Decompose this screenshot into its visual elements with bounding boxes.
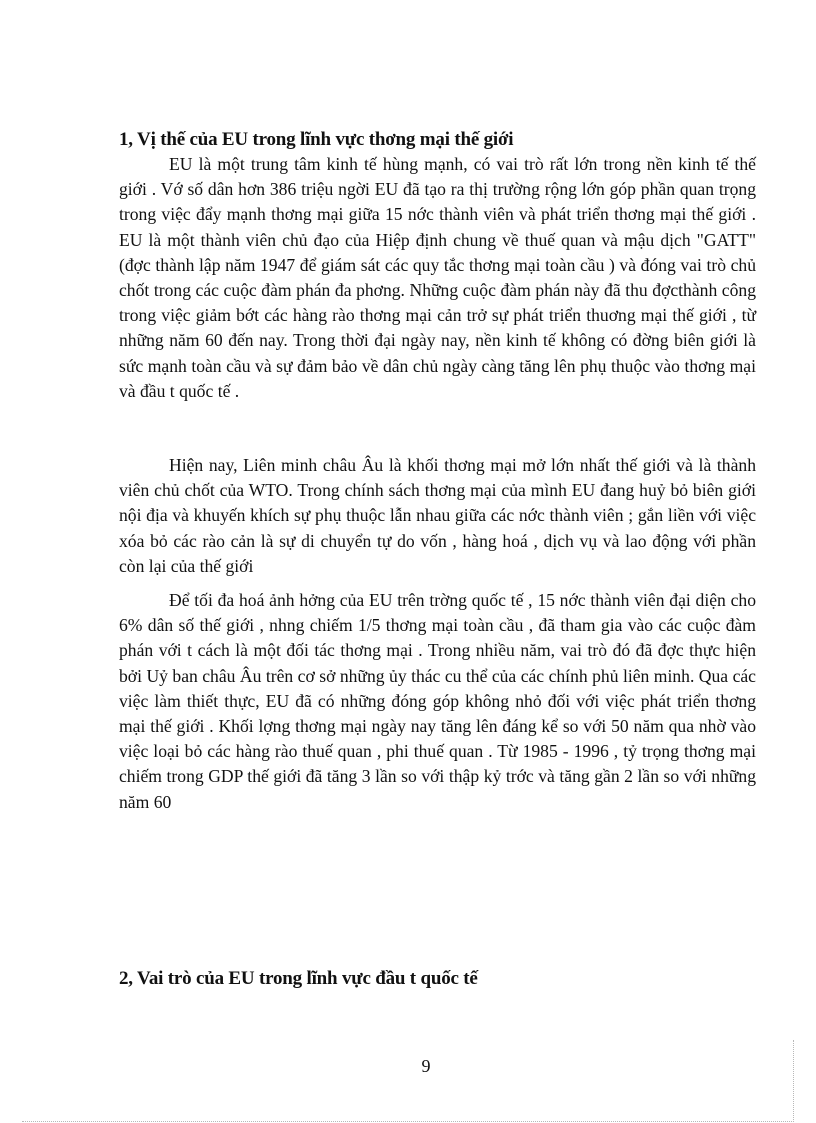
- paragraph-2: Hiện nay, Liên minh châu Âu là khối thơng mại mở lớn nhất thế giới và là thành viên chủ chốt của WTO. Trong chính sách thơng mại của mình EU đang huỷ bỏ biên giới nội địa và khuyến khích sự phụ thuộc lẫn nhau giữa các nớc thành viên ; gắn liền với việc xóa bỏ các rào cản là sự di chuyển tự do vốn , hàng hoá , dịch vụ và lao động với phần còn lại của thế giới: [119, 455, 756, 576]
- paragraph-3: Để tối đa hoá ảnh hởng của EU trên trờng quốc tế , 15 nớc thành viên đại diện cho 6% dân số thế giới , nhng chiếm 1/5 thơng mại toàn cầu , đã tham gia vào các cuộc đàm phán với t cách là một đối tác thơng mại . Trong nhiều năm, vai trò đó đã đợc thực hiện bởi Uỷ ban châu Âu trên cơ sở những ủy thác cu thể của các chính phủ liên minh. Qua các việc làm thiết thực, EU đã có những đóng góp không nhỏ đối với việc phát triển thơng mại thế giới . Khối lợng thơng mại ngày nay tăng lên đáng kể so với 50 năm qua nhờ vào việc loại bỏ các hàng rào thuế quan , phi thuế quan . Từ 1985 - 1996 , tỷ trọng thơng mại chiếm trong GDP thế giới đã tăng 3 lần so với thập kỷ trớc và tăng gần 2 lần so với những năm 60: [119, 590, 756, 812]
- page-right-border: [793, 1040, 794, 1122]
- page-bottom-border: [22, 1121, 794, 1122]
- section-heading-1: 1, Vị thế của EU trong lĩnh vực thơng mại thế giới: [119, 129, 514, 150]
- paragraph-1: EU là một trung tâm kinh tế hùng mạnh, có vai trò rất lớn trong nền kinh tế thế giới . Vớ số dân hơn 386 triệu ngời EU đã tạo ra thị trường rộng lớn góp phần quan trọng trong việc đẩy mạnh thơng mại giữa 15 nớc thành viên và phát triển thơng mại thế giới . EU là một thành viên chủ đạo của Hiệp định chung về thuế quan và mậu dịch "GATT" (đợc thành lập năm 1947 để giám sát các quy tắc thơng mại toàn cầu ) và đóng vai trò chủ chốt trong các cuộc đàm phán đa phơng. Những cuộc đàm phán này đã thu đợcthành công trong việc giảm bớt các hàng rào thơng mại cản trở sự phát triển thuơng mại thế giới , từ những năm 60 đến nay. Trong thời đại ngày nay, nền kinh tế không có đờng biên giới là sức mạnh toàn cầu và sự đảm bảo về dân chủ ngày càng tăng lên phụ thuộc vào thơng mại và đầu t quốc tế .: [119, 154, 756, 401]
- page-number: 9: [421, 1056, 431, 1076]
- section-heading-2: 2, Vai trò của EU trong lĩnh vực đầu t quốc tế: [119, 968, 478, 989]
